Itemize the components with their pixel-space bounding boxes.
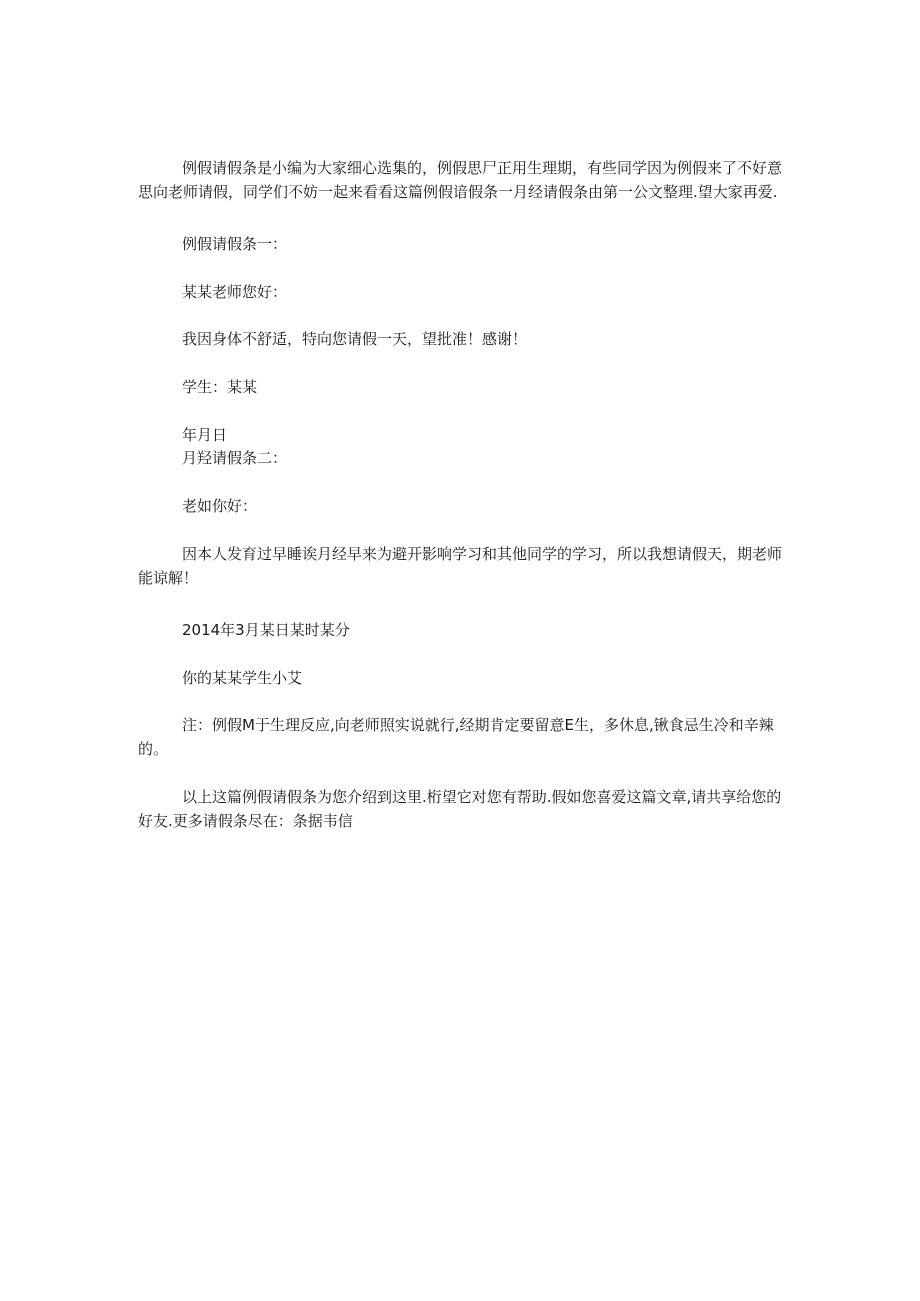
greeting-1: 某某老师您好：: [182, 283, 288, 301]
intro-paragraph: 例假请假条是小编为大家细心选集的，例假思尸正用生理期，有些同学因为例假来了不好意思向老师请假，同学们不妨一起来看看这篇例假谙假条一月经请假条由第一公文整理.望大家再爱.: [138, 159, 783, 201]
signature-1: 学生：某某: [182, 378, 258, 396]
note-paragraph: 注：例假M于生理反应,向老师照实说就行,经期肯定要留意E生，多休息,锹食忌生冷和辛辣的。: [138, 716, 774, 758]
section-title-2: 月羟请假条二：: [182, 449, 288, 467]
greeting-2: 老如你好：: [182, 497, 258, 515]
date-1: 年月日: [182, 426, 228, 444]
body-1: 我因身体不舒适，特向您请假一天，望批准！感谢！: [182, 330, 528, 348]
closing-paragraph: 以上这篇例假请假条为您介绍到这里.桁望它对您有帮助.假如您喜爱这篇文章,请共享给您的好友.更多请假条尽在：条据韦信: [138, 788, 782, 830]
date-2: 2014年3月某日某时某分: [182, 621, 350, 639]
section-title-1: 例假请假条一：: [182, 235, 288, 253]
body-2: 因本人发育过早睡诶月经早来为避开影响学习和其他同学的学习，所以我想请假天，期老师能谅解！: [138, 545, 783, 587]
signature-2: 你的某某学生小艾: [182, 669, 303, 687]
